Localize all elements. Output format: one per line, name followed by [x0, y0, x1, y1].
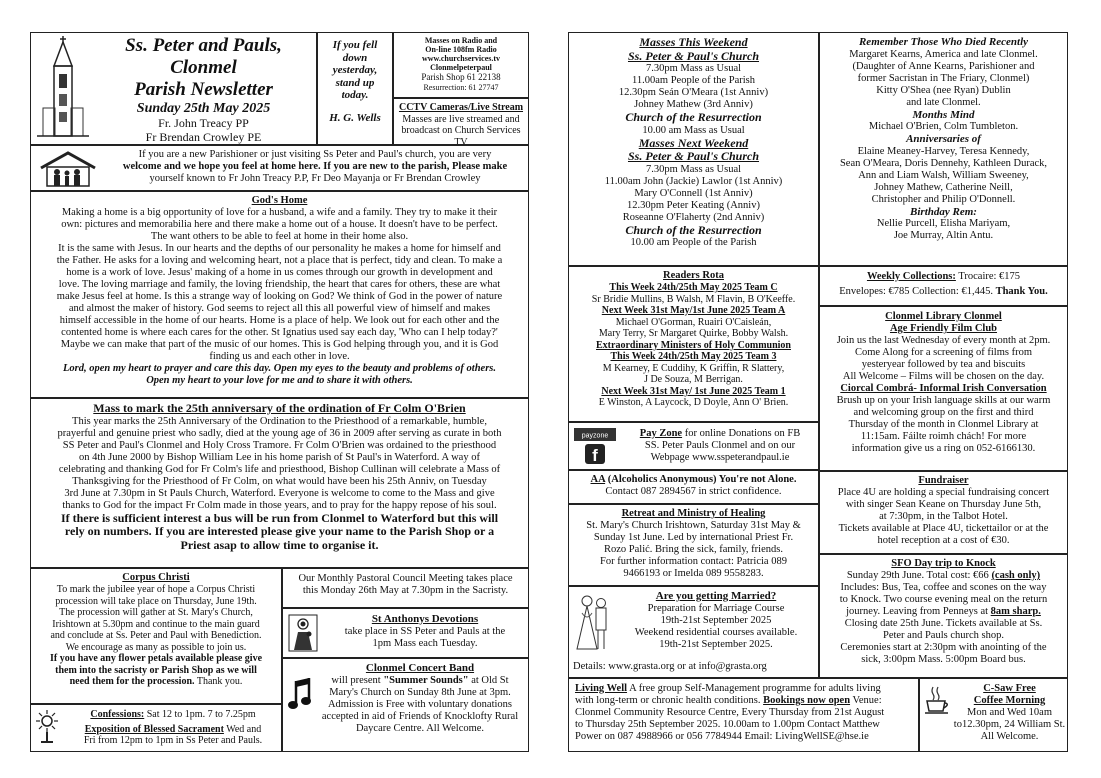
aa-contact: Contact 087 2894567 in strict confidence. — [605, 486, 782, 497]
readers-rota-box — [568, 266, 819, 422]
anniversary-bus-line: Priest asap to allow time to organise it. — [180, 537, 379, 552]
gods-home-title: God's Home — [251, 195, 308, 206]
aa-title: AA — [590, 474, 606, 485]
pastoral-box — [282, 568, 529, 608]
corpus-thanks: Thank you. — [196, 676, 243, 687]
csaw-box — [919, 678, 1068, 752]
knock-title: SFO Day trip to Knock — [891, 558, 996, 569]
payzone-line: for online Donations on FB — [682, 428, 801, 439]
readers-line: J De Souza, M Berrigan. — [644, 374, 743, 385]
exposition-text: Fri from 12pm to 1pm in Ss Peter and Pauls. — [83, 735, 263, 746]
irish-line: 11:15am. Fáilte roimh chách! For more — [860, 431, 1027, 442]
remember-line: (Daughter of Anne Kearns, Parishioner and — [852, 60, 1035, 72]
retreat-line: For further information contact: Patricia 089 — [600, 556, 787, 567]
library-line: Join us the last Wednesday of every month at 2pm. — [836, 335, 1051, 346]
masses-this-title: Masses This Weekend — [639, 35, 748, 49]
mass-line: 12.30pm Seán O'Meara (1st Anniv) — [618, 87, 769, 98]
irish-line: Brush up on your Irish language skills at our warm — [836, 395, 1051, 406]
newsletter-title: Ss. Peter and Pauls, Clonmel — [125, 35, 282, 78]
retreat-line: St. Mary's Church Irishtown, Saturday 31st May & — [586, 520, 801, 531]
eucharistic-ministers-title: Extraordinary Ministers of Holy Communion — [596, 339, 791, 351]
library-title: Clonmel Library Clonmel — [885, 311, 1002, 322]
readers-line: E Winston, A Laycock, D Doyle, Ann O' Brien. — [598, 397, 789, 408]
fundraiser-line: hotel reception at a cost of €30. — [877, 535, 1010, 546]
remember-line: and late Clonmel. — [906, 96, 981, 108]
parish-shop-phone: Parish Shop 61 22138 — [421, 72, 501, 82]
married-line: Weekend residential courses available. — [634, 626, 798, 638]
anniversaries-title: Anniversaries of — [906, 133, 981, 145]
gods-home-line: the Father. He asks for a loving and welcoming heart, not a place that is perfect, tidy and clean. To make a — [56, 255, 503, 266]
corpus-title: Corpus Christi — [122, 572, 190, 583]
gods-home-prayer: Lord, open my heart to prayer and care this day. Open my eyes to the beauty and problems of others. — [62, 363, 496, 374]
welcome-box — [30, 145, 529, 191]
corpus-petals-line: If you have any flower petals available please give — [49, 653, 263, 664]
anniversary-line: This year marks the 25th Anniversary of the Ordination to the Priesthood of a remarkable, humble, — [72, 415, 487, 427]
retreat-line: Sunday 1st June. Led by international Priest Fr. — [593, 532, 794, 543]
corpus-line: Irishtown at 5.30pm and continue to the main guard — [52, 618, 260, 630]
media-line: Clonmelpeterpaul — [430, 63, 492, 72]
married-details: Details: www.grasta.org or at info@grasta.org — [573, 661, 767, 672]
married-box — [568, 586, 819, 678]
mass-line: 12.30pm Peter Keating (Anniv) — [627, 199, 760, 211]
payzone-line: SS. Peter Pauls Clonmel and on our — [644, 440, 796, 451]
remember-line: Margaret Kearns, America and late Clonmel. — [849, 48, 1038, 60]
masses-box — [568, 32, 819, 266]
knock-8am: 8am sharp. — [990, 606, 1041, 617]
mass-line: 10.00 am People of the Parish — [630, 237, 757, 248]
readers-line: Sr Bridie Mullins, B Walsh, M Flavin, B O'Keeffe. — [591, 293, 796, 305]
header-box — [30, 32, 317, 145]
gods-home-line: finding us and each other in love. — [209, 351, 350, 362]
collections-amounts: Envelopes: €785 Collection: €1,445. — [839, 286, 996, 297]
living-well-line: Power on 087 4988966 or 056 7784944 Email: LivingWellSE@hse.ie — [575, 731, 869, 742]
payzone-logo-text: payzone — [581, 432, 609, 440]
payzone-box — [568, 422, 819, 470]
media-box — [393, 32, 529, 98]
corpus-line: and conclude at Ss. Peter and Paul with Benediction. — [50, 630, 262, 641]
quote-box — [317, 32, 393, 145]
gods-home-line: himself accessible in the home of our hearts. Home is a place of help. We look out for each other and the — [59, 315, 500, 326]
anniversary-line: 3rd June at 7.30pm in St Pauls Church, Waterford. Everyone is welcome to come to the Mass and give — [64, 487, 495, 499]
corpus-line: We encourage as many as possible to join us. — [65, 641, 247, 653]
fundraiser-line: at 7:30pm, in the Talbot Hotel. — [879, 511, 1008, 522]
knock-cash-only: (cash only) — [991, 570, 1041, 581]
anthony-line: take place in SS Peter and Pauls at the — [344, 625, 506, 637]
csaw-line: Mon and Wed 10am — [967, 707, 1052, 718]
anniversary-title: Mass to mark the 25th anniversary of the ordination of Fr Colm O'Brien — [93, 401, 466, 415]
anthony-box — [282, 608, 529, 658]
coffee-cup-icon — [924, 685, 952, 715]
married-line: 19th-21st September 2025. — [659, 638, 773, 650]
gods-home-line: It is the same with Jesus. In our hearts and the depths of our personality he makes a home for himself and — [58, 243, 501, 254]
readers-week-title: This Week 24th/25th May 2025 Team 3 — [610, 351, 777, 362]
fundraiser-line: Place 4U are holding a special fundraising concert — [837, 487, 1050, 498]
gods-home-line: own: pictures and memorabilia here and there make a home out of a house. It doesn't have to be perfect. — [61, 219, 498, 230]
corpus-line: To mark the jubilee year of hope a Corpus Christi — [56, 584, 256, 595]
months-mind-title: Months Mind — [912, 108, 975, 121]
gods-home-line: contented home is where each cares for the other. St Ignatius used say each day, 'Who can I help today?' — [61, 327, 498, 338]
concert-summer-sounds: "Summer Sounds" — [383, 674, 469, 686]
gods-home-line: home is a work of love. Jesus' making of a home in us comes through our growth in development and — [66, 267, 493, 278]
fundraiser-line: with singer Sean Keane on Thursday June 5th, — [845, 499, 1042, 510]
welcome-line: yourself known to Fr John Treacy P.P, Fr Deo Mayanja or Fr Brendan Crowley — [149, 173, 481, 184]
newsletter-date: Sunday 25th May 2025 — [136, 101, 271, 116]
married-line: 19th-21st September 2025 — [660, 614, 772, 626]
church-name: Church of the Resurrection — [625, 110, 762, 124]
monstrance-icon — [36, 710, 58, 744]
csaw-line: All Welcome. — [980, 731, 1039, 742]
library-line: yesteryear followed by tea and biscuits — [861, 359, 1026, 370]
csaw-line: to12.30pm, 24 William St. — [953, 719, 1066, 730]
collections-box — [819, 266, 1068, 306]
concert-line: Admission is Free with voluntary donations — [327, 698, 513, 710]
living-well-line: to Thursday 25th September 2025. 10.00am to 1.00pm Contact Matthew — [575, 719, 880, 730]
married-title: Are you getting Married? — [655, 590, 777, 602]
irish-line: Thursday of the month in Clonmel Library at — [848, 419, 1039, 430]
readers-line: M Kearney, E Cuddihy, K Griffin, R Slattery, — [602, 362, 785, 374]
church-name: Church of the Resurrection — [625, 222, 762, 237]
concert-line: at Old St — [468, 674, 509, 686]
priest-name: Fr Brendan Crowley PE — [145, 129, 262, 144]
concert-line: Mary's Church on Sunday 8th June at 3pm. — [329, 686, 511, 698]
family-house-icon — [37, 150, 99, 188]
gods-home-line: make Jesus feel at home. Is this a strange way of looking on God? We think of God in the power of nature — [56, 291, 503, 302]
anthony-title: St Anthonys Devotions — [371, 613, 479, 625]
mass-line: 10.00 am Mass as Usual — [642, 124, 745, 136]
living-well-line: Venue: — [850, 695, 882, 706]
gods-home-line: Making a home is a big opportunity of love for a husband, a wife and a family. They try to make it their — [61, 207, 498, 218]
cctv-line: broadcast on Church Services TV — [401, 125, 521, 145]
film-club-title: Age Friendly Film Club — [889, 323, 998, 334]
media-line: Masses on Radio and — [424, 36, 498, 45]
birthday-line: Joe Murray, Altin Antu. — [893, 230, 994, 241]
concert-line: will present — [331, 674, 384, 686]
retreat-title: Retreat and Ministry of Healing — [621, 508, 766, 519]
gods-home-line: love. The loving marriage and family, the loving friendship, the heart that cares for others, these are what — [58, 279, 501, 290]
knock-line: Sunday 29th June. Total cost: €66 — [846, 570, 992, 581]
collections-trocaire: Trocaire: €175 — [958, 271, 1021, 282]
knock-trip-box — [819, 554, 1068, 678]
library-line: Come Along for a screening of films from — [854, 347, 1032, 358]
saint-anthony-icon — [288, 614, 318, 652]
mass-line: 7.30pm Mass as Usual — [645, 63, 742, 74]
knock-line: Includes: Bus, Tea, coffee and scones on the way — [840, 582, 1047, 593]
remember-line: Kitty O'Shea (nee Ryan) Dublin — [876, 84, 1011, 96]
knock-line: to Knock. Two course evening meal on the return — [839, 594, 1048, 605]
aa-line: (Alcoholics Anonymous) You're not Alone. — [605, 474, 797, 485]
corpus-line: procession will take place on Thursday, June 19th. — [55, 595, 257, 607]
living-well-line: Clonmel Community Resource Centre, Every Thursday from 21st August — [575, 707, 885, 718]
quote-line: down — [342, 51, 368, 64]
payzone-title: Pay Zone — [639, 428, 683, 439]
readers-line: Mary Terry, Sr Margaret Quirke, Bobby Walsh. — [598, 328, 789, 339]
csaw-title: C-Saw Free — [983, 683, 1036, 694]
mass-line: 7.30pm Mass as Usual — [645, 163, 742, 175]
church-name: Ss. Peter & Paul's Church — [627, 149, 760, 163]
aa-box — [568, 470, 819, 504]
quote-line: stand up — [335, 76, 375, 89]
welcome-line: If you are a new Parishioner or just visiting Ss Peter and Paul's church, you are very — [138, 149, 492, 160]
anniversaries-line: Johney Mathew, Catherine Neill, — [874, 181, 1013, 193]
irish-conversation-title: Ciorcal Combrá- Informal Irish Conversation — [840, 383, 1047, 394]
knock-line: sick, 3:00pm Mass. 5:00pm Board bus. — [861, 654, 1026, 665]
readers-title: Readers Rota — [663, 270, 724, 281]
media-line: On-line 108fm Radio — [425, 45, 497, 54]
library-box — [819, 306, 1068, 471]
knock-line: Peter and Pauls church shop. — [882, 630, 1005, 641]
gods-home-box — [30, 191, 529, 398]
welcome-line: welcome and we hope you feel at home here. If you are new to the parish, Please make — [122, 161, 508, 172]
exposition-label: Exposition of Blessed Sacrament — [84, 723, 224, 735]
anniversaries-line: Sean O'Meara, Doris Dennehy, Kathleen Durack, — [839, 157, 1048, 169]
knock-line: Ceremonies start at 2:30pm with anointing of the — [840, 642, 1047, 653]
facebook-icon: f — [592, 446, 598, 465]
anniversary-line: on 4th June 2000 by Bishop William Lee in his home parish of St Paul's in Waterford. A way of — [79, 451, 480, 463]
masses-next-title: Masses Next Weekend — [638, 135, 749, 150]
church-name: Ss. Peter & Paul's Church — [627, 48, 760, 63]
concert-box — [282, 658, 529, 752]
music-note-icon — [288, 677, 314, 711]
months-mind-line: Michael O'Brien, Colm Tumbleton. — [868, 121, 1019, 132]
mass-line: 11.00am John (Jackie) Lawlor (1st Anniv) — [604, 175, 783, 187]
pastoral-line: Our Monthly Pastoral Council Meeting takes place — [298, 573, 513, 584]
library-line: All Welcome – Films will be chosen on the day. — [842, 371, 1045, 382]
priest-name: Fr. John Treacy PP — [158, 116, 249, 130]
readers-week-title: This Week 24th/25th May 2025 Team C — [609, 282, 778, 293]
quote-line: If you fell — [332, 39, 378, 51]
corpus-petals-line: need them for the procession. — [69, 676, 195, 687]
anniversaries-line: Elaine Meaney-Harvey, Teresa Kennedy, — [857, 145, 1030, 157]
quote-line: today. — [341, 89, 369, 101]
birthday-title: Birthday Rem: — [910, 205, 977, 218]
mass-line: Mary O'Connell (1st Anniv) — [634, 187, 753, 199]
retreat-line: 9466193 or Imelda 089 9558283. — [623, 568, 764, 579]
mass-line: 11.00am People of the Parish — [632, 75, 755, 86]
csaw-subtitle: Coffee Morning — [973, 695, 1046, 706]
anniversary-box — [30, 398, 529, 568]
anniversary-bus-line: If there is sufficient interest a bus will be run from Clonmel to Waterford but this will — [60, 510, 499, 525]
gods-home-line: and almost the maker of history. God seems to reject all this all powerful view of himself and makes — [68, 303, 491, 314]
living-well-bookings: Bookings now open — [763, 695, 851, 706]
corpus-petals-line: them into the sacristy or Parish Shop as we will — [55, 664, 257, 676]
quote-author: H. G. Wells — [329, 111, 381, 124]
retreat-line: Rozo Palić. Bring the sick, family, friends. — [604, 544, 783, 555]
readers-week-title: Next Week 31st May/1st June 2025 Team A — [601, 305, 786, 316]
resurrection-phone: Resurrection: 61 27747 — [423, 82, 499, 92]
mass-line: Johney Mathew (3rd Anniv) — [634, 99, 753, 110]
gods-home-prayer: Open my heart to your love for me and to share it with others. — [146, 375, 413, 386]
exposition-text: Wed and — [226, 723, 262, 735]
living-well-line: A free group Self-Management programme for adults living — [627, 683, 881, 694]
gods-home-line: The want others to be able to feel at home in their home also. — [150, 231, 409, 242]
payzone-webpage: Webpage www.sspeterandpaul.ie — [650, 452, 790, 463]
anniversary-line: thanks to God for the impact Fr Colm made in those years, and to pray for the happy repose of his soul. — [62, 499, 497, 511]
irish-line: and welcoming group on the first and third — [853, 407, 1034, 418]
anniversary-line: SS Peter and Paul's Clonmel and Holy Cross Tramore. Fr Colm O'Brien was ordained to the priesthood — [62, 439, 497, 451]
remember-box — [819, 32, 1068, 266]
living-well-title: Living Well — [575, 683, 628, 694]
concert-line: Daycare Centre. All Welcome. — [355, 722, 485, 734]
media-line: www.churchservices.tv — [421, 54, 501, 63]
anniversary-line: prayerful and genuine priest who sadly, died at the young age of 36 in 2009 after serving as curate in both — [57, 427, 502, 439]
pastoral-line: this Monday 26th May at 7.30pm in the Sacristy. — [302, 585, 509, 596]
cctv-box — [393, 98, 529, 145]
birthday-line: Nellie Purcell, Elisha Mariyam, — [876, 218, 1011, 229]
church-tower-image — [35, 36, 91, 140]
confessions-label: Confessions: — [90, 709, 145, 720]
irish-line: information give us a ring on 052-6166130. — [851, 443, 1036, 454]
living-well-line: with long-term or chronic health conditions. — [575, 695, 764, 706]
remember-title: Remember Those Who Died Recently — [858, 36, 1029, 48]
cctv-line: Masses are live streamed and — [402, 113, 520, 125]
retreat-box — [568, 504, 819, 586]
collections-title: Weekly Collections: — [866, 271, 956, 282]
confessions-times: Sat 12 to 1pm. 7 to 7.25pm — [146, 709, 256, 720]
anniversary-line: Thanksgiving for the Priesthood of Fr Colm, on what would have been his 25th Anniv, on Tuesday — [72, 475, 487, 487]
confessions-box — [30, 704, 282, 752]
fundraiser-title: Fundraiser — [918, 475, 969, 486]
wedding-couple-icon — [574, 593, 612, 651]
living-well-box — [568, 678, 919, 752]
anniversaries-line: Christopher and Philip O'Donnell. — [871, 193, 1016, 205]
knock-line: journey. Leaving from Penneys at — [846, 606, 991, 617]
collections-thanks: Thank You. — [995, 286, 1048, 297]
readers-line: Michael O'Gorman, Ruairi O'Caisleán, — [615, 316, 772, 328]
mass-line: Roseanne O'Flaherty (2nd Anniv) — [622, 211, 765, 223]
fundraiser-box — [819, 471, 1068, 554]
gods-home-line: Maybe we can make that part of the music of our homes. This is God helping through you, and it is God — [60, 339, 499, 350]
anthony-line: 1pm Mass each Tuesday. — [372, 637, 478, 649]
payzone-logo — [574, 428, 616, 466]
anniversary-bus-line: rely on numbers. If you are interested please give your name to the Parish Shop or a — [64, 524, 495, 538]
concert-title: Clonmel Concert Band — [365, 662, 475, 674]
anniversaries-line: Ann and Liam Walsh, William Sweeney, — [858, 169, 1029, 181]
cctv-title: CCTV Cameras/Live Stream — [398, 102, 524, 113]
newsletter-subtitle: Parish Newsletter — [134, 79, 273, 100]
corpus-line: The procession will gather at St. Mary's Church, — [59, 607, 253, 618]
concert-line: accepted in aid of Friends of Knocklofty Rural — [321, 710, 519, 722]
knock-line: Closing date 25th June. Tickets available at Ss. — [844, 618, 1043, 629]
corpus-christi-box — [30, 568, 282, 704]
married-line: Preparation for Marriage Course — [647, 602, 785, 614]
quote-line: yesterday, — [332, 64, 378, 76]
anniversary-line: celebrating and thanking God for Fr Colm's life and priesthood, Bishop Cullinan will celebrate a Mass of — [58, 463, 501, 475]
fundraiser-line: Tickets available at Place 4U, tickettailor or at the — [838, 523, 1049, 534]
readers-week-title: Next Week 31st May/ 1st June 2025 Team 1 — [601, 385, 786, 397]
remember-line: former Sacristan in The Friary, Clonmel) — [857, 72, 1030, 84]
